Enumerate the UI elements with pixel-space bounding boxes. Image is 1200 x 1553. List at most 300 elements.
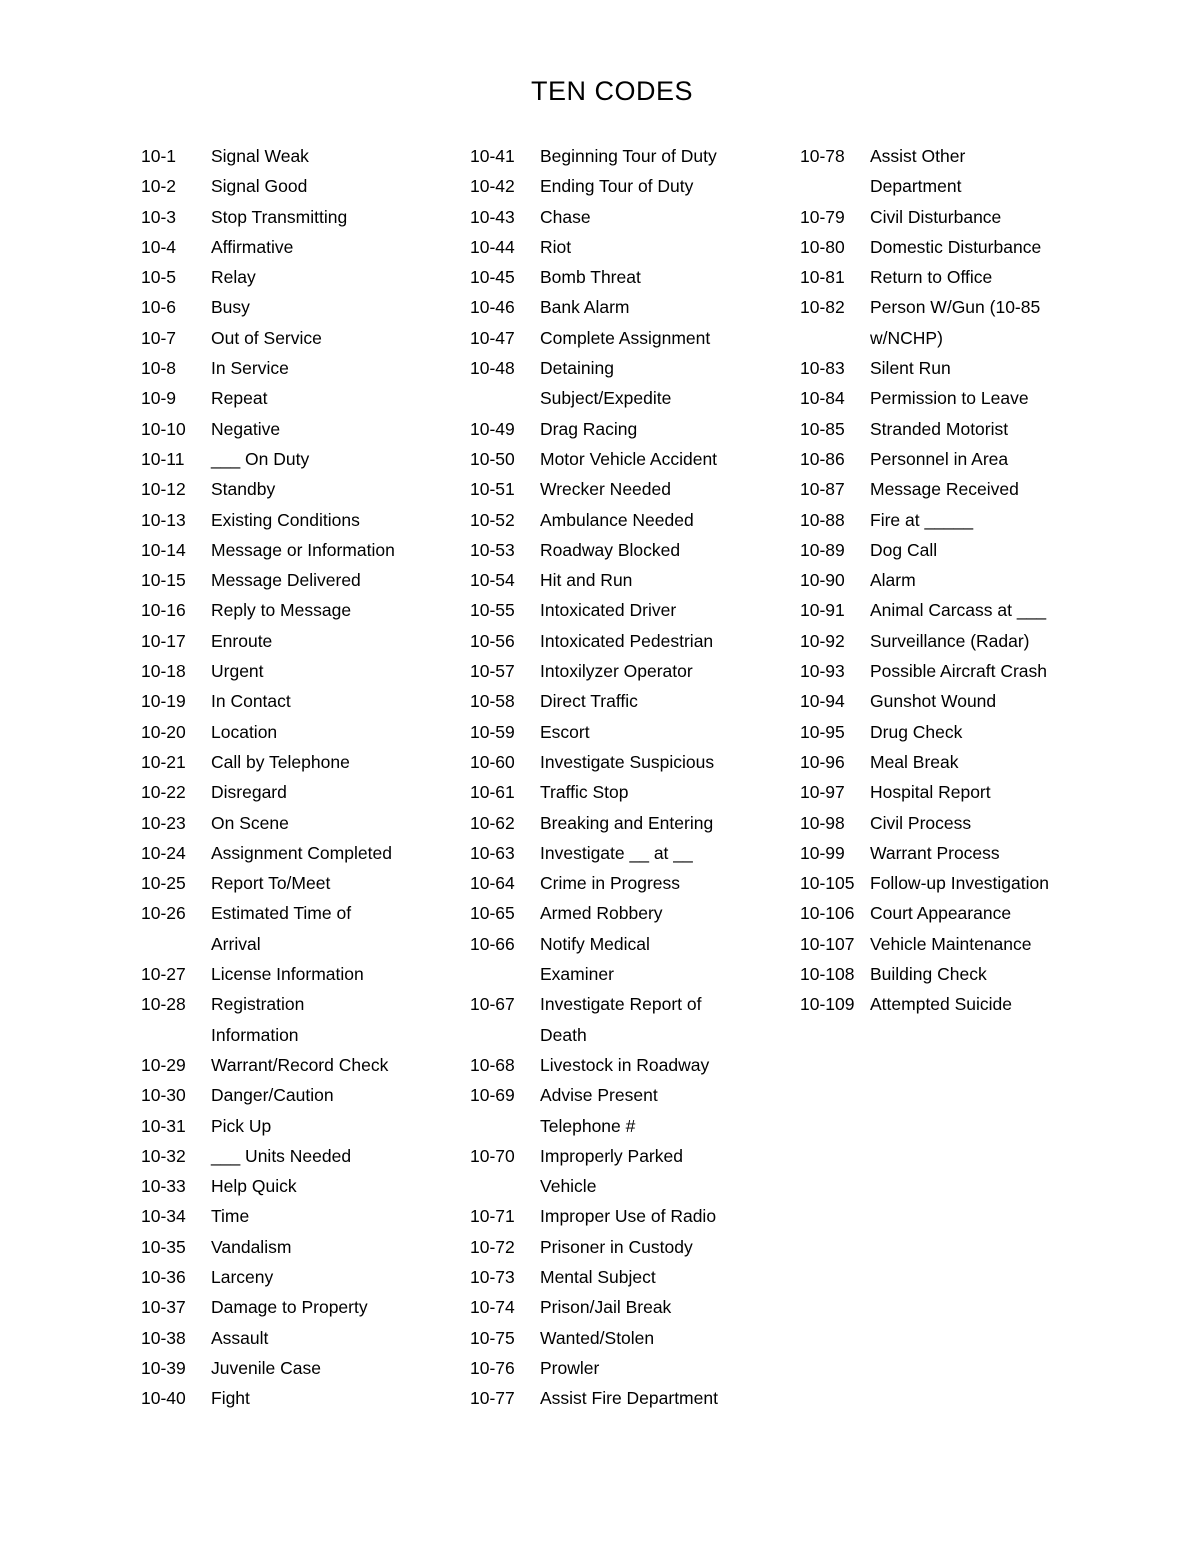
code-meaning xyxy=(540,1050,790,1080)
code-number: 10-82 xyxy=(800,297,845,318)
code-meaning xyxy=(211,232,461,262)
code-meaning-line: Breaking and Entering xyxy=(540,812,714,833)
code-number: 10-29 xyxy=(141,1054,186,1075)
code-meaning-line: Complete Assignment xyxy=(540,327,711,348)
code-number: 10-28 xyxy=(141,994,186,1015)
code-meaning xyxy=(211,1262,461,1292)
code-meaning xyxy=(211,383,461,413)
code-meaning-line: Vehicle xyxy=(540,1176,597,1197)
code-meaning-line: Investigate Suspicious xyxy=(540,751,715,772)
code-meaning-line: Attempted Suicide xyxy=(870,994,1013,1015)
code-number: 10-20 xyxy=(141,721,186,742)
code-entry xyxy=(141,656,461,686)
code-meaning-line: Enroute xyxy=(211,630,273,651)
code-meaning-line: Roadway Blocked xyxy=(540,539,681,560)
code-entry xyxy=(800,565,1100,595)
code-meaning-line: Escort xyxy=(540,721,590,742)
code-entry xyxy=(800,989,1100,1019)
code-entry xyxy=(141,1050,461,1080)
code-meaning xyxy=(211,171,461,201)
code-number: 10-54 xyxy=(470,570,515,591)
code-meaning-line: Alarm xyxy=(870,570,916,591)
codes-column-2 xyxy=(470,141,790,1413)
code-number: 10-1 xyxy=(141,146,177,166)
code-number: 10-95 xyxy=(800,721,845,742)
code-meaning-line: Ending Tour of Duty xyxy=(540,176,694,197)
code-meaning xyxy=(870,595,1100,625)
code-number: 10-5 xyxy=(141,267,177,288)
code-meaning-line: Investigate __ at __ xyxy=(540,842,693,863)
code-number: 10-40 xyxy=(141,1388,186,1409)
code-entry xyxy=(470,1050,790,1080)
code-meaning xyxy=(211,414,461,444)
code-meaning-line: Assault xyxy=(211,1327,269,1348)
code-meaning-line: Arrival xyxy=(211,933,261,954)
code-meaning xyxy=(540,686,790,716)
code-entry xyxy=(470,777,790,807)
code-number: 10-10 xyxy=(141,418,186,439)
page-title: TEN CODES xyxy=(530,76,694,106)
code-meaning-line: Danger/Caution xyxy=(211,1085,334,1106)
code-meaning xyxy=(870,505,1100,535)
code-number: 10-25 xyxy=(141,873,186,894)
code-meaning xyxy=(540,1080,790,1141)
code-entry xyxy=(141,414,461,444)
code-entry xyxy=(470,323,790,353)
code-meaning-line: Bank Alarm xyxy=(540,297,630,318)
code-meaning xyxy=(540,626,790,656)
code-entry xyxy=(800,353,1100,383)
code-entry xyxy=(800,808,1100,838)
code-number: 10-6 xyxy=(141,297,177,318)
code-number: 10-34 xyxy=(141,1206,186,1227)
code-entry xyxy=(470,717,790,747)
code-number: 10-73 xyxy=(470,1266,515,1287)
code-number: 10-77 xyxy=(470,1388,515,1409)
code-meaning xyxy=(870,202,1100,232)
code-meaning-line: Mental Subject xyxy=(540,1266,656,1287)
code-entry xyxy=(141,444,461,474)
code-meaning-line: Message Received xyxy=(870,479,1019,500)
code-meaning xyxy=(211,595,461,625)
code-meaning-line: Department xyxy=(870,176,962,197)
code-meaning xyxy=(211,1050,461,1080)
code-meaning-line: Drug Check xyxy=(870,721,963,742)
code-number: 10-105 xyxy=(800,873,855,894)
code-number: 10-76 xyxy=(470,1357,515,1378)
code-entry xyxy=(800,505,1100,535)
code-meaning-line: Intoxilyzer Operator xyxy=(540,661,693,682)
code-meaning xyxy=(540,474,790,504)
code-number: 10-22 xyxy=(141,782,186,803)
code-entry xyxy=(141,171,461,201)
code-number: 10-43 xyxy=(470,206,515,227)
code-entry xyxy=(141,1262,461,1292)
code-entry xyxy=(141,1292,461,1322)
code-meaning xyxy=(540,262,790,292)
code-meaning xyxy=(540,1383,790,1413)
code-meaning-line: Warrant Process xyxy=(870,842,1000,863)
code-number: 10-99 xyxy=(800,842,845,863)
code-number: 10-89 xyxy=(800,539,845,560)
code-entry xyxy=(141,505,461,535)
code-meaning xyxy=(870,535,1100,565)
code-meaning xyxy=(211,1171,461,1201)
code-number: 10-83 xyxy=(800,358,845,379)
code-number: 10-91 xyxy=(800,600,845,621)
code-entry xyxy=(141,141,461,171)
code-meaning-line: In Service xyxy=(211,358,289,379)
code-meaning xyxy=(870,292,1100,353)
code-entry xyxy=(470,1141,790,1202)
code-number: 10-65 xyxy=(470,903,515,924)
code-meaning-line: Affirmative xyxy=(211,236,294,257)
code-entry xyxy=(470,1262,790,1292)
code-entry xyxy=(800,141,1100,202)
code-meaning-line: Wrecker Needed xyxy=(540,479,671,500)
code-meaning-line: Stop Transmitting xyxy=(211,206,348,227)
code-meaning-line: Assist Fire Department xyxy=(540,1388,718,1409)
code-meaning xyxy=(211,444,461,474)
code-entry xyxy=(470,656,790,686)
code-meaning xyxy=(540,1141,790,1202)
code-meaning xyxy=(870,898,1100,928)
code-entry xyxy=(470,595,790,625)
code-meaning xyxy=(870,565,1100,595)
code-entry xyxy=(141,1111,461,1141)
code-meaning xyxy=(211,202,461,232)
code-number: 10-67 xyxy=(470,994,515,1015)
code-meaning-line: Meal Break xyxy=(870,751,959,772)
code-entry xyxy=(141,1080,461,1110)
code-meaning-line: Signal Weak xyxy=(211,146,309,166)
code-meaning-line: Information xyxy=(211,1024,299,1045)
code-entry xyxy=(141,262,461,292)
code-meaning-line: Damage to Property xyxy=(211,1297,368,1318)
code-entry xyxy=(470,898,790,928)
code-meaning xyxy=(211,838,461,868)
code-number: 10-84 xyxy=(800,388,845,409)
code-meaning-line: Return to Office xyxy=(870,267,993,288)
code-entry xyxy=(470,202,790,232)
code-number: 10-109 xyxy=(800,994,855,1015)
code-meaning xyxy=(211,505,461,535)
code-entry xyxy=(800,414,1100,444)
code-entry xyxy=(470,535,790,565)
code-entry xyxy=(141,626,461,656)
code-meaning xyxy=(211,686,461,716)
code-meaning-line: Person W/Gun (10-85 xyxy=(870,297,1041,318)
code-meaning xyxy=(540,1323,790,1353)
code-entry xyxy=(470,808,790,838)
code-entry xyxy=(470,171,790,201)
code-number: 10-45 xyxy=(470,267,515,288)
code-number: 10-93 xyxy=(800,661,845,682)
code-meaning-line: Beginning Tour of Duty xyxy=(540,146,717,166)
code-meaning-line: Drag Racing xyxy=(540,418,638,439)
code-meaning-line: Surveillance (Radar) xyxy=(870,630,1030,651)
code-meaning xyxy=(540,1262,790,1292)
code-entry xyxy=(800,929,1100,959)
code-meaning-line: Gunshot Wound xyxy=(870,691,997,712)
code-meaning-line: Advise Present xyxy=(540,1085,658,1106)
code-meaning xyxy=(211,1353,461,1383)
code-meaning-line: On Scene xyxy=(211,812,289,833)
code-meaning-line: Existing Conditions xyxy=(211,509,360,530)
code-meaning xyxy=(540,595,790,625)
code-entry xyxy=(141,747,461,777)
code-meaning-line: Telephone # xyxy=(540,1115,636,1136)
code-meaning-line: Intoxicated Pedestrian xyxy=(540,630,714,651)
code-meaning-line: Follow-up Investigation xyxy=(870,873,1049,894)
code-meaning xyxy=(870,414,1100,444)
code-meaning-line: Signal Good xyxy=(211,176,308,197)
code-meaning xyxy=(870,353,1100,383)
code-number: 10-85 xyxy=(800,418,845,439)
code-meaning-line: Stranded Motorist xyxy=(870,418,1009,439)
code-entry xyxy=(141,898,461,959)
code-meaning xyxy=(870,383,1100,413)
code-meaning-line: Pick Up xyxy=(211,1115,272,1136)
code-meaning-line: Intoxicated Driver xyxy=(540,600,677,621)
code-meaning-line: Subject/Expedite xyxy=(540,388,672,409)
code-meaning-line: Silent Run xyxy=(870,358,951,379)
code-entry xyxy=(470,292,790,322)
code-number: 10-59 xyxy=(470,721,515,742)
code-number: 10-7 xyxy=(141,327,177,348)
code-entry xyxy=(470,686,790,716)
code-entry xyxy=(800,202,1100,232)
code-number: 10-26 xyxy=(141,903,186,924)
code-meaning-line: Building Check xyxy=(870,964,987,985)
code-number: 10-24 xyxy=(141,842,186,863)
code-entry xyxy=(800,262,1100,292)
code-number: 10-33 xyxy=(141,1176,186,1197)
code-meaning xyxy=(211,535,461,565)
code-number: 10-11 xyxy=(141,448,185,469)
code-meaning xyxy=(870,808,1100,838)
code-meaning-line: Hit and Run xyxy=(540,570,633,591)
code-meaning xyxy=(540,323,790,353)
code-entry xyxy=(800,868,1100,898)
code-meaning-line: Negative xyxy=(211,418,281,439)
code-number: 10-8 xyxy=(141,358,177,379)
code-entry xyxy=(800,838,1100,868)
code-meaning xyxy=(211,141,461,171)
code-meaning-line: Motor Vehicle Accident xyxy=(540,448,718,469)
code-entry xyxy=(470,474,790,504)
code-number: 10-68 xyxy=(470,1054,515,1075)
code-meaning-line: Fire at _____ xyxy=(870,509,974,530)
code-meaning xyxy=(870,838,1100,868)
code-number: 10-32 xyxy=(141,1145,186,1166)
code-meaning-line: Examiner xyxy=(540,964,614,985)
code-number: 10-69 xyxy=(470,1085,515,1106)
code-meaning-line: Bomb Threat xyxy=(540,267,641,288)
code-number: 10-39 xyxy=(141,1357,186,1378)
code-meaning-line: ___ Units Needed xyxy=(211,1145,352,1166)
code-number: 10-44 xyxy=(470,236,515,257)
code-meaning-line: Possible Aircraft Crash xyxy=(870,661,1048,682)
code-meaning xyxy=(211,868,461,898)
code-meaning xyxy=(540,656,790,686)
code-meaning xyxy=(211,1292,461,1322)
code-meaning-line: Livestock in Roadway xyxy=(540,1054,710,1075)
code-number: 10-13 xyxy=(141,509,186,530)
code-number: 10-30 xyxy=(141,1085,186,1106)
code-number: 10-57 xyxy=(470,661,515,682)
code-meaning xyxy=(870,747,1100,777)
code-entry xyxy=(141,868,461,898)
code-meaning xyxy=(540,565,790,595)
code-meaning-line: Urgent xyxy=(211,661,264,682)
code-entry xyxy=(141,959,461,989)
code-entry xyxy=(800,474,1100,504)
code-meaning xyxy=(540,838,790,868)
code-meaning xyxy=(211,1201,461,1231)
code-entry xyxy=(141,323,461,353)
code-entry xyxy=(470,1080,790,1141)
code-number: 10-88 xyxy=(800,509,845,530)
code-entry xyxy=(141,565,461,595)
code-number: 10-16 xyxy=(141,600,186,621)
code-meaning-line: Direct Traffic xyxy=(540,691,638,712)
code-meaning-line: Reply to Message xyxy=(211,600,352,621)
code-number: 10-74 xyxy=(470,1297,515,1318)
code-number: 10-98 xyxy=(800,812,845,833)
code-number: 10-48 xyxy=(470,358,515,379)
code-number: 10-87 xyxy=(800,479,845,500)
code-meaning xyxy=(540,989,790,1050)
code-number: 10-52 xyxy=(470,509,515,530)
code-number: 10-72 xyxy=(470,1236,515,1257)
code-entry xyxy=(141,232,461,262)
code-entry xyxy=(470,747,790,777)
code-meaning-line: Warrant/Record Check xyxy=(211,1054,389,1075)
code-entry xyxy=(141,1232,461,1262)
code-meaning xyxy=(211,1323,461,1353)
code-meaning xyxy=(540,141,790,171)
code-entry xyxy=(470,1323,790,1353)
code-number: 10-81 xyxy=(800,267,845,288)
code-meaning-line: Prison/Jail Break xyxy=(540,1297,672,1318)
code-entry xyxy=(800,686,1100,716)
code-number: 10-42 xyxy=(470,176,515,197)
code-meaning-line: Detaining xyxy=(540,358,614,379)
code-number: 10-70 xyxy=(470,1145,515,1166)
code-meaning-line: Civil Disturbance xyxy=(870,206,1002,227)
code-number: 10-14 xyxy=(141,539,186,560)
code-meaning xyxy=(211,353,461,383)
code-number: 10-27 xyxy=(141,964,186,985)
code-entry xyxy=(470,565,790,595)
code-entry xyxy=(800,959,1100,989)
code-number: 10-80 xyxy=(800,236,845,257)
code-meaning-line: Fight xyxy=(211,1388,250,1409)
code-meaning-line: In Contact xyxy=(211,691,291,712)
code-number: 10-61 xyxy=(470,782,515,803)
code-entry xyxy=(141,808,461,838)
code-entry xyxy=(141,989,461,1050)
code-entry xyxy=(141,838,461,868)
code-number: 10-94 xyxy=(800,691,845,712)
code-entry xyxy=(800,383,1100,413)
code-entry xyxy=(141,686,461,716)
code-entry xyxy=(470,989,790,1050)
code-number: 10-86 xyxy=(800,448,845,469)
code-entry xyxy=(470,232,790,262)
code-meaning xyxy=(211,898,461,959)
code-meaning-line: Relay xyxy=(211,267,256,288)
code-entry xyxy=(141,1201,461,1231)
code-meaning xyxy=(870,656,1100,686)
code-meaning xyxy=(211,262,461,292)
code-entry xyxy=(800,777,1100,807)
code-meaning-line: Court Appearance xyxy=(870,903,1012,924)
code-meaning xyxy=(540,747,790,777)
code-meaning-line: Standby xyxy=(211,479,276,500)
code-meaning xyxy=(540,202,790,232)
code-meaning xyxy=(540,505,790,535)
code-meaning xyxy=(540,232,790,262)
code-meaning xyxy=(870,262,1100,292)
codes-column-3 xyxy=(800,141,1100,1020)
code-meaning-line: Help Quick xyxy=(211,1176,297,1197)
code-meaning xyxy=(211,989,461,1050)
code-meaning-line: Out of Service xyxy=(211,327,322,348)
code-entry xyxy=(141,383,461,413)
code-meaning-line: Traffic Stop xyxy=(540,782,629,803)
code-number: 10-35 xyxy=(141,1236,186,1257)
code-meaning xyxy=(211,565,461,595)
code-meaning-line: Juvenile Case xyxy=(211,1357,321,1378)
code-meaning-line: Riot xyxy=(540,236,572,257)
code-meaning xyxy=(870,868,1100,898)
code-meaning xyxy=(211,1232,461,1262)
code-meaning-line: Notify Medical xyxy=(540,933,650,954)
code-entry xyxy=(141,1141,461,1171)
code-meaning-line: Domestic Disturbance xyxy=(870,236,1042,257)
code-meaning-line: Crime in Progress xyxy=(540,873,681,894)
code-meaning xyxy=(211,1141,461,1171)
code-meaning-line: Prowler xyxy=(540,1357,600,1378)
code-meaning-line: Ambulance Needed xyxy=(540,509,694,530)
code-meaning xyxy=(870,959,1100,989)
code-meaning-line: Death xyxy=(540,1024,587,1045)
code-number: 10-62 xyxy=(470,812,515,833)
code-meaning xyxy=(870,474,1100,504)
code-number: 10-66 xyxy=(470,933,515,954)
code-number: 10-9 xyxy=(141,388,177,409)
code-entry xyxy=(470,414,790,444)
code-number: 10-78 xyxy=(800,146,845,166)
code-meaning-line: Dog Call xyxy=(870,539,938,560)
code-meaning-line: ___ On Duty xyxy=(211,448,310,469)
code-meaning xyxy=(540,353,790,414)
code-meaning-line: Chase xyxy=(540,206,591,227)
code-meaning-line: Wanted/Stolen xyxy=(540,1327,655,1348)
code-meaning xyxy=(211,474,461,504)
code-entry xyxy=(800,747,1100,777)
code-meaning xyxy=(211,292,461,322)
code-entry xyxy=(800,898,1100,928)
code-meaning xyxy=(211,323,461,353)
code-meaning xyxy=(540,717,790,747)
code-entry xyxy=(470,141,790,171)
code-entry xyxy=(800,535,1100,565)
code-number: 10-47 xyxy=(470,327,515,348)
code-meaning xyxy=(540,1232,790,1262)
